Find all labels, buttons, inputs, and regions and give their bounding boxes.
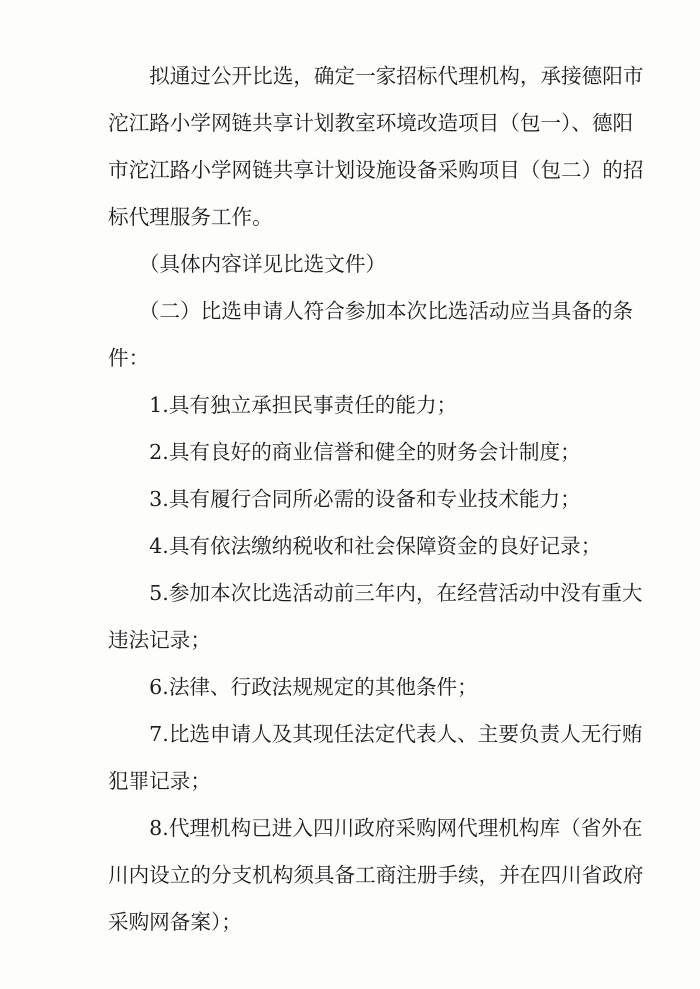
requirement-item-2: 2.具有良好的商业信誉和健全的财务会计制度； bbox=[108, 440, 581, 464]
paragraph-intro-line-2: 沱江路小学网链共享计划教室环境改造项目（包一）、德阳 bbox=[108, 111, 634, 135]
requirement-item-5-line-2: 违法记录； bbox=[108, 628, 211, 652]
requirement-item-7-line-2: 犯罪记录； bbox=[108, 769, 211, 793]
requirement-item-4: 4.具有依法缴纳税收和社会保障资金的良好记录； bbox=[108, 534, 602, 558]
section-two-heading-line-1: （二）比选申请人符合参加本次比选活动应当具备的条 bbox=[108, 299, 634, 323]
requirement-item-5-line-1: 5.参加本次比选活动前三年内，在经营活动中没有重大 bbox=[108, 581, 643, 605]
requirement-item-1: 1.具有独立承担民事责任的能力； bbox=[108, 393, 458, 417]
requirement-item-3: 3.具有履行合同所必需的设备和专业技术能力； bbox=[108, 487, 581, 511]
requirement-item-8-line-1: 8.代理机构已进入四川政府采购网代理机构库（省外在 bbox=[108, 816, 643, 840]
requirement-item-8-line-3: 采购网备案）； bbox=[108, 910, 242, 934]
paragraph-intro-line-3: 市沱江路小学网链共享计划设施设备采购项目（包二）的招 bbox=[108, 158, 644, 182]
requirement-item-6: 6.法律、行政法规规定的其他条件； bbox=[108, 675, 478, 699]
section-two-heading-line-2: 件： bbox=[108, 346, 150, 370]
paragraph-intro-line-4: 标代理服务工作。 bbox=[108, 205, 273, 229]
requirement-item-7-line-1: 7.比选申请人及其现任法定代表人、主要负责人无行贿 bbox=[108, 722, 643, 746]
note-line: （具体内容详见比选文件） bbox=[108, 252, 387, 276]
paragraph-intro-line-1: 拟通过公开比选，确定一家招标代理机构，承接德阳市 bbox=[108, 64, 644, 88]
requirement-item-8-line-2: 川内设立的分支机构须具备工商注册手续，并在四川省政府 bbox=[108, 863, 644, 887]
